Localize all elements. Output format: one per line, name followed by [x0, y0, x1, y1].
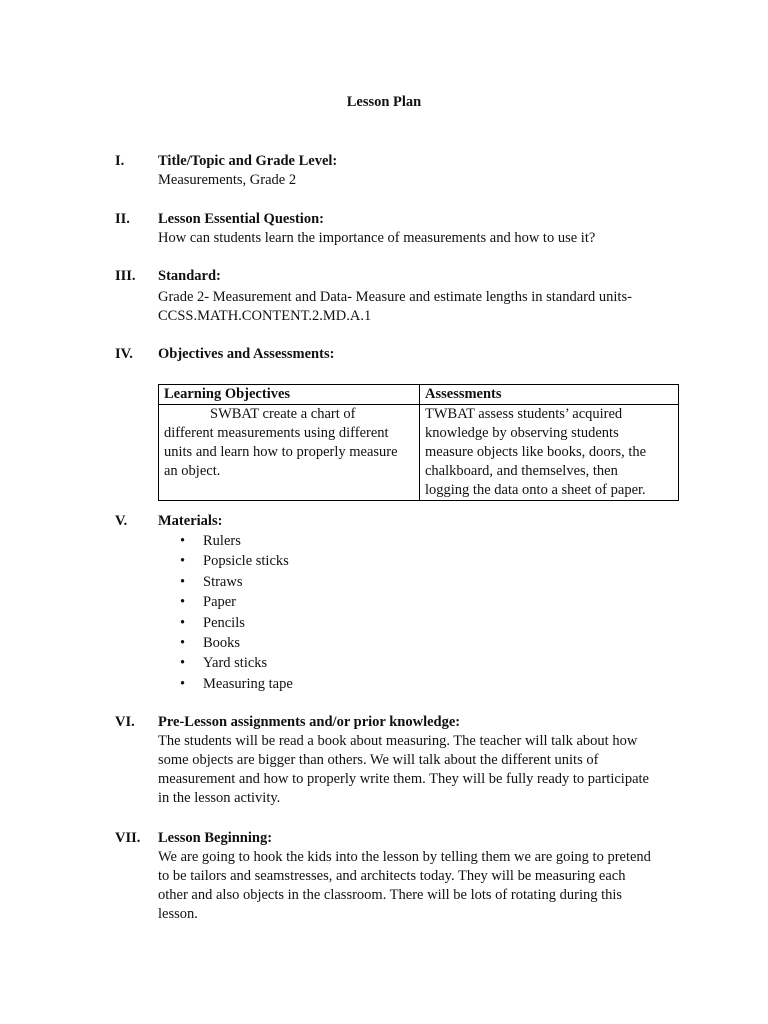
section-lesson-beginning	[115, 829, 695, 924]
table-row	[159, 405, 679, 501]
bullet-icon: •	[180, 573, 186, 590]
bullet-icon: •	[180, 614, 186, 631]
section-objectives	[115, 345, 695, 364]
paragraph-line: The students will be read a book about measuring. The teacher will talk about how	[158, 733, 638, 749]
paragraph-line: measurement and how to properly write them. They will be fully ready to participate	[158, 771, 649, 787]
cell-line: an object.	[164, 463, 221, 479]
paragraph-line: some objects are bigger than others. We will talk about the different units of	[158, 752, 599, 768]
material-label: Pencils	[203, 614, 245, 631]
section-heading: Lesson Essential Question:	[158, 211, 324, 227]
list-item	[176, 633, 695, 653]
section-numeral: VI.	[115, 714, 135, 730]
cell-line: measure objects like books, doors, the	[425, 444, 647, 460]
material-label: Popsicle sticks	[203, 553, 289, 570]
section-heading: Objectives and Assessments:	[158, 346, 335, 362]
material-label: Paper	[203, 594, 237, 611]
cell-line: units and learn how to properly measure	[164, 444, 398, 460]
bullet-icon: •	[180, 553, 186, 570]
standard-line: Grade 2- Measurement and Data- Measure and estimate lengths in standard units-	[158, 289, 632, 305]
bullet-icon: •	[180, 675, 186, 692]
list-item	[176, 551, 695, 571]
standard-code: CCSS.MATH.CONTENT.2.MD.A.1	[158, 308, 372, 324]
cell-line: knowledge by observing students	[425, 425, 619, 441]
list-item	[176, 592, 695, 612]
section-essential-question	[115, 210, 695, 248]
section-numeral: II.	[115, 211, 130, 227]
section-heading: Lesson Beginning:	[158, 830, 273, 846]
cell-line: SWBAT create a chart of	[210, 406, 356, 422]
cell-line: logging the data onto a sheet of paper.	[425, 482, 646, 498]
paragraph-line: in the lesson activity.	[158, 790, 281, 806]
material-label: Measuring tape	[203, 675, 293, 692]
section-text: Measurements, Grade 2	[158, 172, 297, 188]
list-item	[176, 572, 695, 592]
bullet-icon: •	[180, 594, 186, 611]
cell-line: chalkboard, and themselves, then	[425, 463, 618, 479]
paragraph-line: We are going to hook the kids into the lesson by telling them we are going to pretend	[158, 849, 651, 865]
bullet-icon: •	[180, 533, 186, 549]
section-standard	[115, 267, 695, 326]
objectives-table	[158, 384, 679, 501]
section-numeral: I.	[115, 153, 125, 169]
section-text: How can students learn the importance of measurements and how to use it?	[158, 230, 596, 246]
list-item	[176, 531, 695, 551]
section-numeral: VII.	[115, 830, 141, 846]
section-heading: Title/Topic and Grade Level:	[158, 153, 338, 169]
table-header-row	[159, 385, 679, 405]
material-label: Books	[203, 634, 241, 651]
section-heading: Pre-Lesson assignments and/or prior knowledge:	[158, 714, 461, 730]
materials-list	[176, 531, 695, 694]
material-label: Yard sticks	[203, 655, 268, 672]
list-item	[176, 653, 695, 673]
table-header-objectives: Learning Objectives	[159, 385, 420, 405]
table-header-assessments: Assessments	[420, 385, 679, 405]
section-title-topic	[115, 152, 695, 190]
bullet-icon: •	[180, 655, 186, 672]
paragraph-line: lesson.	[158, 906, 198, 922]
section-numeral: IV.	[115, 346, 133, 362]
section-numeral: V.	[115, 513, 128, 529]
objectives-cell	[159, 405, 420, 501]
list-item	[176, 613, 695, 633]
paragraph-line: to be tailors and seamstresses, and architects today. They will be measuring each	[158, 868, 626, 884]
section-numeral: III.	[115, 268, 136, 284]
cell-line: TWBAT assess students’ acquired	[425, 406, 623, 422]
section-heading: Standard:	[158, 268, 221, 284]
page-title: Lesson Plan	[346, 94, 422, 110]
paragraph-line: other and also objects in the classroom. There will be lots of rotating during this	[158, 887, 623, 903]
list-item	[176, 674, 695, 694]
assessments-cell	[420, 405, 679, 501]
section-pre-lesson	[115, 713, 695, 808]
bullet-icon: •	[180, 634, 186, 651]
material-label: Rulers	[203, 533, 241, 549]
section-materials	[115, 512, 695, 694]
section-heading: Materials:	[158, 513, 223, 529]
material-label: Straws	[203, 573, 243, 590]
cell-line: different measurements using different	[164, 425, 389, 441]
